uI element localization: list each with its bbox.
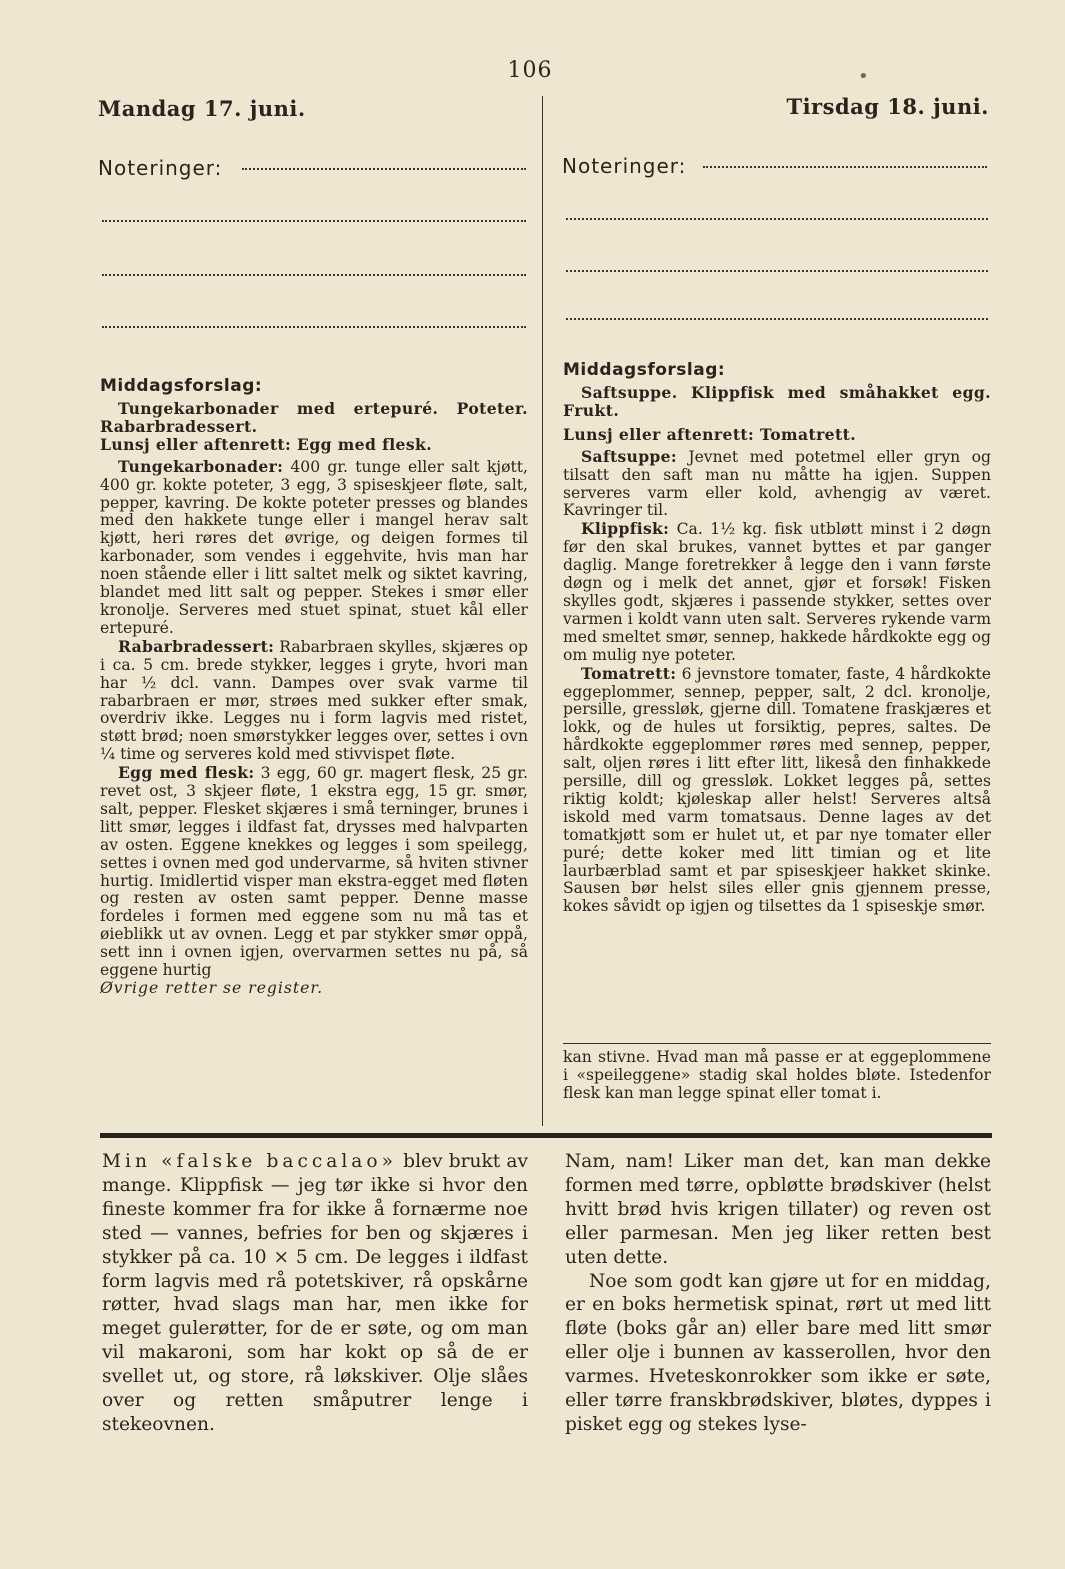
bottom-column-right — [565, 1150, 991, 1437]
notes-line — [102, 326, 526, 328]
nam-paragraph: Nam, nam! Liker man det, kan man dekke formen med tørre, opbløtte brødskiver (helst hvitt brød hvis krigen tillater) og reven ost eller parmesan. Men jeg liker retten best uten dette. — [565, 1151, 991, 1268]
day-heading-tuesday: Tirsdag 18. juni. — [786, 94, 989, 119]
recipe-saftsuppe — [563, 448, 991, 521]
recipe-tomatrett — [563, 665, 991, 917]
column-divider — [542, 96, 543, 1126]
baccalao-text: blev brukt av mange. Klippfisk — jeg tør ikke si hvor den fineste kommer fra for ikke å fornærme noe sted — vannes, befries for ben og skjæres i stykker på ca. 10 × 5 cm. De legges i ildfast form lagvis med rå potetskiver, rå opskårne røtter, hvad slags man har, men ikke for meget gulerøtter, for de er søte, og om man vil makaroni, som har kokt op så de er svellet ut, og store, rå løkskiver. Olje slåes over og retten småputrer lenge i stekeovnen. — [102, 1151, 529, 1435]
day-heading-monday: Mandag 17. juni. — [98, 96, 306, 121]
recipe-title: Tomatrett: — [581, 663, 677, 683]
recipe-text: Ca. 1½ kg. fisk utbløtt minst i 2 døgn før den skal brukes, vannet byttes et par ganger daglig. Mange foretrekker å legge den i vann første døgn og i melk det annet, gjør et forsøk! Fisken skylles godt, skjæres i passende stykker, settes over varmen i koldt vann uten salt. Serveres rykende varm med smeltet smør, sennep, hakkede hårdkokte egg og om mulig nye poteter. — [563, 520, 991, 664]
baccalao-lead: Min «falske baccalao» — [102, 1151, 397, 1172]
notes-line — [242, 168, 526, 170]
lunch-dish: Tomatrett. — [760, 424, 857, 444]
recipe-title: Rabarbradessert: — [118, 636, 275, 656]
dinner-suggestion: Tungekarbonader med ertepuré. Poteter. Rabarbradessert. — [100, 399, 528, 436]
lunch-suggestion — [563, 426, 991, 444]
bottom-column-left — [102, 1150, 528, 1437]
notes-label-left: Noteringer: — [98, 156, 223, 180]
other-dishes-note: Øvrige retter se register. — [100, 979, 324, 997]
recipe-title: Klippfisk: — [581, 519, 670, 539]
notes-label-right: Noteringer: — [562, 154, 687, 178]
dinner-suggestions-heading-right: Middagsforslag: — [563, 360, 726, 380]
notes-line — [566, 318, 988, 320]
recipe-text: 400 gr. tunge eller salt kjøtt, 400 gr. kokte poteter, 3 egg, 3 spiseskjeer fløte, salt, pepper, kavring. De kokte poteter presses og blandes med den hakkete tunge eller i mangel herav salt kjøtt, heri røres det øvrige, og deigen formes til karbonader, som vendes i eggehvite, hvis man har noen stående eller i litt saltet melk og siktet kavring, blandet med litt salt og pepper. Stekes i smør eller kronolje. Serveres med stuet spinat, stuet kål eller ertepuré. — [100, 457, 528, 637]
recipe-text: 6 jevnstore tomater, faste, 4 hårdkokte eggeplommer, sennep, pepper, salt, 2 dcl. kronolje, persille, gressløk, gjerne dill. Tomatene fraskjæres et lokk, og de hules ut forsiktig, pepres, saltes. De hårdkokte eggeplommer røres med sennep, pepper, salt, oljen røres i litt efter litt, likeså den finhakkede persille, dill og gressløk. Lokket legges på, settes riktig koldt; kjøleskap aller helst! Serveres altså iskold med varm tomatsaus. Denne lages av det tomatkjøtt som er hulet ut, et par nye tomater eller puré; dette koker med litt timian og et lite laurbærblad samt et par spiseskjeer hakket skinke. Sausen bør helst siles eller gnis gjennem presse, kokes såvidt op igjen og tilsettes da 1 spiseskje smør. — [563, 664, 991, 916]
spinat-paragraph: Noe som godt kan gjøre ut for en middag, er en boks hermetisk spinat, rørt ut med litt fløte (boks går an) eller bare med litt smør eller olje i bunnen av kasserollen, hvor den varmes. Hveteskonrokker som ikke er søte, eller tørre franskbrødskiver, bløtes, dyppes i pisket egg og stekes lyse- — [565, 1270, 991, 1435]
recipes-right — [563, 384, 991, 916]
continuation-text: kan stivne. Hvad man må passe er at eggeplommene i «speileggene» stadig skal holdes bløte. Istedenfor flesk kan man legge spinat eller tomat i. — [563, 1048, 991, 1102]
recipe-text: 3 egg, 60 gr. magert flesk, 25 gr. revet ost, 3 skjeer fløte, 1 ekstra egg, 15 gr. smør, salt, pepper. Flesket skjæres i små terninger, brunes i litt smør, legges i ildfast fat, drysses med halvparten av osten. Eggene knekkes og legges i som speilegg, settes i ovnen med god undervarme, så hviten stivner hurtig. Imidlertid visper man ekstra-egget med fløten og resten av osten samt pepper. Denne masse fordeles i formen med eggene som nu må tas et øieblikk ut av ovnen. Legg et par stykker smør oppå, sett inn i ovnen igjen, overvarmen settes nu på, så eggene hurtig — [100, 764, 528, 980]
lunch-label: Lunsj eller aftenrett: — [100, 434, 292, 454]
recipe-title: Saftsuppe: — [581, 446, 677, 466]
continuation-rule — [563, 1043, 991, 1044]
recipes-left — [100, 400, 528, 998]
recipe-rabarbradessert — [100, 638, 528, 764]
recipe-egg-med-flesk — [100, 764, 528, 980]
decorative-dot: • — [858, 66, 869, 87]
baccalao-paragraph — [102, 1150, 528, 1437]
recipe-text: Rabarbraen skylles, skjæres op i ca. 5 cm. brede stykker, legges i gryte, hvori man har ½ dcl. vann. Dampes over svak varme til rabarbraen er mør, strøes med sukker efter smak, overdriv ikke. Legges nu i form lagvis med ristet, støtt brød; noen smørstykker legges over, settes i ovn ¼ time og serveres kold med stivvispet fløte. — [100, 637, 528, 764]
dinner-suggestions-heading-left: Middagsforslag: — [100, 376, 263, 396]
notes-line — [566, 218, 988, 220]
lunch-suggestion — [100, 436, 528, 454]
recipe-title: Tungekarbonader: — [118, 456, 284, 476]
section-divider — [100, 1133, 992, 1138]
recipe-klippfisk — [563, 520, 991, 664]
notes-line — [102, 274, 526, 276]
notes-line — [703, 166, 987, 168]
lunch-dish: Egg med flesk. — [297, 434, 433, 454]
page-number: 106 — [507, 58, 553, 83]
notes-line — [102, 220, 526, 222]
recipe-tungekarbonader — [100, 458, 528, 638]
recipe-text: Jevnet med potetmel eller gryn og tilsatt den saft man nu måtte ha igjen. Suppen serveres varm eller kold, avhengig av været. Kavringer til. — [563, 447, 991, 520]
notes-line — [566, 270, 988, 272]
dinner-suggestion: Saftsuppe. Klippfisk med småhakket egg. Frukt. — [563, 383, 991, 420]
lunch-label: Lunsj eller aftenrett: — [563, 424, 755, 444]
recipe-title: Egg med flesk: — [118, 763, 255, 783]
